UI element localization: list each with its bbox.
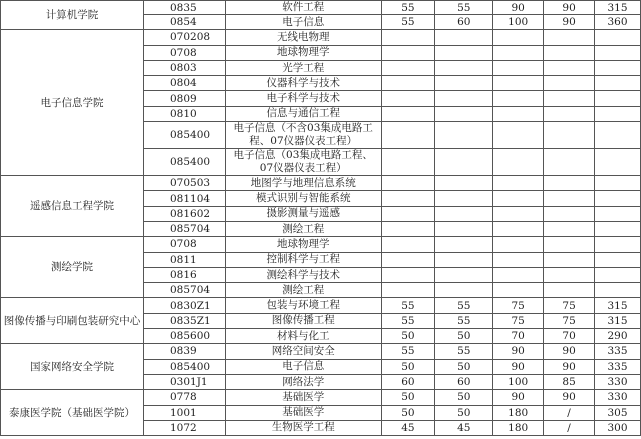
major-cell: 地球物理学 <box>225 237 381 252</box>
score3-cell <box>493 176 544 191</box>
total-cell <box>595 221 641 236</box>
college-cell: 计算机学院 <box>1 1 144 30</box>
total-cell <box>595 76 641 91</box>
major-cell: 电子信息（不含03集成电路工程、07仪器仪表工程） <box>225 122 381 149</box>
score3-cell <box>493 237 544 252</box>
score4-cell <box>544 45 595 60</box>
score2-cell: 50 <box>435 390 493 405</box>
code-cell: 0778 <box>143 390 225 405</box>
score4-cell: / <box>544 420 595 435</box>
major-cell: 基础医学 <box>225 390 381 405</box>
score1-cell <box>381 221 435 236</box>
score4-cell: 75 <box>544 313 595 328</box>
total-cell <box>595 30 641 45</box>
total-cell <box>595 283 641 298</box>
total-cell <box>595 237 641 252</box>
score1-cell <box>381 122 435 149</box>
college-cell: 国家网络安全学院 <box>1 344 144 390</box>
score3-cell: 70 <box>493 329 544 344</box>
code-cell: 070208 <box>143 30 225 45</box>
code-cell: 0708 <box>143 237 225 252</box>
major-cell: 生物医学工程 <box>225 420 381 435</box>
score2-cell <box>435 176 493 191</box>
major-cell: 光学工程 <box>225 60 381 75</box>
score1-cell <box>381 30 435 45</box>
score3-cell: 100 <box>493 15 544 30</box>
code-cell: 0811 <box>143 252 225 267</box>
total-cell: 305 <box>595 405 641 420</box>
score3-cell <box>493 191 544 206</box>
score1-cell <box>381 91 435 106</box>
major-cell: 地图学与地理信息系统 <box>225 176 381 191</box>
score2-cell <box>435 91 493 106</box>
major-cell: 电子信息（03集成电路工程、07仪器仪表工程） <box>225 149 381 176</box>
score3-cell <box>493 45 544 60</box>
score2-cell: 45 <box>435 420 493 435</box>
score4-cell <box>544 221 595 236</box>
score3-cell <box>493 206 544 221</box>
total-cell <box>595 45 641 60</box>
major-cell: 电子科学与技术 <box>225 91 381 106</box>
score4-cell <box>544 176 595 191</box>
score4-cell <box>544 283 595 298</box>
code-cell: 0804 <box>143 76 225 91</box>
score1-cell <box>381 267 435 282</box>
score1-cell <box>381 283 435 298</box>
score2-cell: 60 <box>435 374 493 389</box>
score2-cell <box>435 76 493 91</box>
code-cell: 085600 <box>143 329 225 344</box>
score4-cell <box>544 267 595 282</box>
total-cell <box>595 106 641 121</box>
code-cell: 0301J1 <box>143 374 225 389</box>
score3-cell: 90 <box>493 344 544 359</box>
major-cell: 图像传播工程 <box>225 313 381 328</box>
score4-cell <box>544 91 595 106</box>
score3-cell <box>493 60 544 75</box>
college-cell: 电子信息学院 <box>1 30 144 176</box>
code-cell: 081104 <box>143 191 225 206</box>
code-cell: 085400 <box>143 149 225 176</box>
score2-cell: 55 <box>435 1 493 15</box>
score3-cell: 180 <box>493 420 544 435</box>
score1-cell <box>381 176 435 191</box>
score3-cell: 90 <box>493 359 544 374</box>
major-cell: 测绘科学与技术 <box>225 267 381 282</box>
major-cell: 模式识别与智能系统 <box>225 191 381 206</box>
score3-cell: 180 <box>493 405 544 420</box>
major-cell: 信息与通信工程 <box>225 106 381 121</box>
code-cell: 0830Z1 <box>143 298 225 313</box>
score2-cell <box>435 122 493 149</box>
score4-cell: 90 <box>544 390 595 405</box>
major-cell: 软件工程 <box>225 1 381 15</box>
score4-cell: 90 <box>544 344 595 359</box>
score1-cell: 50 <box>381 359 435 374</box>
score2-cell: 50 <box>435 405 493 420</box>
score4-cell: 90 <box>544 1 595 15</box>
score2-cell <box>435 221 493 236</box>
code-cell: 0809 <box>143 91 225 106</box>
major-cell: 网络法学 <box>225 374 381 389</box>
score2-cell <box>435 106 493 121</box>
code-cell: 0835Z1 <box>143 313 225 328</box>
score3-cell <box>493 30 544 45</box>
score1-cell <box>381 191 435 206</box>
score4-cell <box>544 30 595 45</box>
total-cell: 360 <box>595 15 641 30</box>
major-cell: 测绘工程 <box>225 221 381 236</box>
score2-cell: 55 <box>435 313 493 328</box>
table-row <box>1 344 641 359</box>
score2-cell <box>435 267 493 282</box>
score2-cell: 50 <box>435 359 493 374</box>
score3-cell: 100 <box>493 374 544 389</box>
score4-cell: 75 <box>544 298 595 313</box>
table-row <box>1 237 641 252</box>
code-cell: 1072 <box>143 420 225 435</box>
code-cell: 085400 <box>143 359 225 374</box>
score2-cell <box>435 237 493 252</box>
score4-cell <box>544 76 595 91</box>
code-cell: 0835 <box>143 1 225 15</box>
score1-cell: 55 <box>381 344 435 359</box>
score2-cell <box>435 60 493 75</box>
total-cell <box>595 176 641 191</box>
table-row <box>1 298 641 313</box>
score1-cell <box>381 237 435 252</box>
score3-cell <box>493 91 544 106</box>
college-cell: 遥感信息工程学院 <box>1 176 144 237</box>
score1-cell: 55 <box>381 1 435 15</box>
major-cell: 仪器科学与技术 <box>225 76 381 91</box>
score1-cell: 55 <box>381 15 435 30</box>
code-cell: 0803 <box>143 60 225 75</box>
table-row <box>1 1 641 15</box>
score3-cell: 90 <box>493 390 544 405</box>
score2-cell <box>435 191 493 206</box>
score3-cell <box>493 267 544 282</box>
score3-cell <box>493 76 544 91</box>
score4-cell <box>544 106 595 121</box>
code-cell: 081602 <box>143 206 225 221</box>
total-cell: 330 <box>595 390 641 405</box>
score4-cell <box>544 206 595 221</box>
score3-cell <box>493 283 544 298</box>
score1-cell <box>381 45 435 60</box>
total-cell: 315 <box>595 1 641 15</box>
total-cell <box>595 91 641 106</box>
code-cell: 0810 <box>143 106 225 121</box>
major-cell: 控制科学与工程 <box>225 252 381 267</box>
major-cell: 网络空间安全 <box>225 344 381 359</box>
score2-cell <box>435 206 493 221</box>
code-cell: 085400 <box>143 122 225 149</box>
total-cell <box>595 60 641 75</box>
score4-cell: / <box>544 405 595 420</box>
score1-cell: 45 <box>381 420 435 435</box>
score1-cell: 50 <box>381 405 435 420</box>
score4-cell <box>544 191 595 206</box>
total-cell: 300 <box>595 420 641 435</box>
score2-cell: 55 <box>435 344 493 359</box>
college-cell: 泰康医学院（基础医学院） <box>1 390 144 436</box>
score3-cell <box>493 122 544 149</box>
score4-cell <box>544 149 595 176</box>
major-cell: 地球物理学 <box>225 45 381 60</box>
score3-cell <box>493 149 544 176</box>
score3-cell: 75 <box>493 313 544 328</box>
major-cell: 材料与化工 <box>225 329 381 344</box>
total-cell: 335 <box>595 359 641 374</box>
score2-cell <box>435 45 493 60</box>
score1-cell: 50 <box>381 329 435 344</box>
code-cell: 0839 <box>143 344 225 359</box>
score4-cell <box>544 60 595 75</box>
score4-cell <box>544 122 595 149</box>
college-cell: 测绘学院 <box>1 237 144 298</box>
major-cell: 包装与环境工程 <box>225 298 381 313</box>
table-row <box>1 176 641 191</box>
total-cell <box>595 267 641 282</box>
score1-cell: 50 <box>381 390 435 405</box>
table-row <box>1 30 641 45</box>
code-cell: 0708 <box>143 45 225 60</box>
code-cell: 085704 <box>143 283 225 298</box>
major-cell: 测绘工程 <box>225 283 381 298</box>
major-cell: 电子信息 <box>225 359 381 374</box>
score3-cell <box>493 252 544 267</box>
score2-cell: 60 <box>435 15 493 30</box>
total-cell: 315 <box>595 313 641 328</box>
score2-cell <box>435 149 493 176</box>
score3-cell <box>493 221 544 236</box>
score1-cell: 55 <box>381 298 435 313</box>
code-cell: 085704 <box>143 221 225 236</box>
score1-cell <box>381 76 435 91</box>
total-cell <box>595 206 641 221</box>
major-cell: 电子信息 <box>225 15 381 30</box>
score1-cell: 60 <box>381 374 435 389</box>
score1-cell <box>381 252 435 267</box>
major-cell: 无线电物理 <box>225 30 381 45</box>
score2-cell <box>435 283 493 298</box>
score1-cell <box>381 206 435 221</box>
score1-cell <box>381 106 435 121</box>
total-cell: 335 <box>595 344 641 359</box>
score1-cell <box>381 60 435 75</box>
code-cell: 070503 <box>143 176 225 191</box>
score2-cell: 55 <box>435 298 493 313</box>
score2-cell: 50 <box>435 329 493 344</box>
college-cell: 图像传播与印刷包装研究中心 <box>1 298 144 344</box>
score4-cell <box>544 252 595 267</box>
score2-cell <box>435 30 493 45</box>
total-cell: 315 <box>595 298 641 313</box>
major-cell: 基础医学 <box>225 405 381 420</box>
score4-cell: 90 <box>544 359 595 374</box>
score1-cell: 55 <box>381 313 435 328</box>
score4-cell: 70 <box>544 329 595 344</box>
major-cell: 摄影测量与遥感 <box>225 206 381 221</box>
score4-cell <box>544 237 595 252</box>
score3-cell: 75 <box>493 298 544 313</box>
total-cell <box>595 149 641 176</box>
code-cell: 0816 <box>143 267 225 282</box>
total-cell: 330 <box>595 374 641 389</box>
total-cell <box>595 122 641 149</box>
score4-cell: 90 <box>544 15 595 30</box>
score3-cell <box>493 106 544 121</box>
code-cell: 0854 <box>143 15 225 30</box>
code-cell: 1001 <box>143 405 225 420</box>
total-cell: 290 <box>595 329 641 344</box>
score3-cell: 90 <box>493 1 544 15</box>
score1-cell <box>381 149 435 176</box>
total-cell <box>595 191 641 206</box>
score2-cell <box>435 252 493 267</box>
total-cell <box>595 252 641 267</box>
score4-cell: 85 <box>544 374 595 389</box>
table-row <box>1 390 641 405</box>
